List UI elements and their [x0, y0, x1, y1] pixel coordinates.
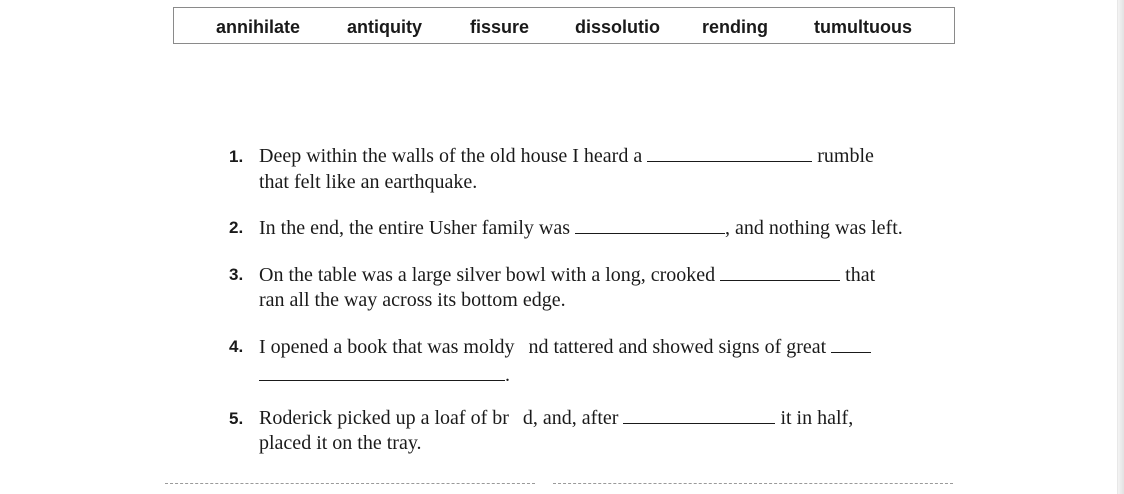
question-4-blank-part-1[interactable]	[831, 335, 871, 353]
page-edge-shadow	[1117, 0, 1124, 494]
question-1-number: 1.	[229, 147, 244, 166]
question-3-line-2: ran all the way across its bottom edge.	[259, 289, 566, 311]
word-bank-item-annihilate: annihilate	[216, 17, 301, 37]
question-1-text-after: rumble	[812, 145, 874, 167]
question-4-end-punctuation: .	[505, 364, 510, 386]
question-1-text-before: Deep within the walls of the old house I heard a	[259, 145, 648, 167]
word-bank-item-tumultuous: tumultuous	[814, 17, 912, 37]
question-5-text-part-2: d, and, after	[522, 407, 624, 429]
question-3-blank[interactable]	[720, 263, 840, 281]
question-2-text-after: , and nothing was left.	[725, 217, 903, 239]
question-3-line-1	[259, 262, 875, 288]
question-2-blank[interactable]	[575, 216, 725, 234]
question-4-line-1	[259, 334, 871, 360]
question-5-line-2: placed it on the tray.	[259, 432, 422, 454]
question-1-line-1	[259, 143, 874, 169]
word-bank-item-antiquity: antiquity	[347, 17, 422, 37]
question-4-line-2	[259, 362, 510, 388]
word-bank	[173, 7, 955, 44]
question-4-number: 4.	[229, 337, 244, 356]
question-4-text-part-1: I opened a book that was moldy	[259, 336, 515, 358]
question-4-blank-part-2[interactable]	[259, 363, 505, 381]
question-2-line-1	[259, 215, 903, 241]
word-bank-item-fissure: fissure	[470, 17, 530, 37]
question-5-blank[interactable]	[623, 406, 775, 424]
question-5-text-after: it in half,	[775, 407, 854, 429]
question-3-text-after: that	[840, 264, 876, 286]
question-5-text-part-1: Roderick picked up a loaf of br	[259, 407, 509, 429]
question-2-text-before: In the end, the entire Usher family was	[259, 217, 576, 239]
question-2-number: 2.	[229, 218, 244, 237]
dashed-rule-right	[553, 483, 953, 484]
question-3-number: 3.	[229, 265, 244, 284]
question-1-line-2: that felt like an earthquake.	[259, 171, 478, 193]
question-1-blank[interactable]	[647, 144, 812, 162]
word-bank-item-dissolutio: dissolutio	[575, 17, 660, 37]
question-3-text-before: On the table was a large silver bowl with a long, crooked	[259, 264, 721, 286]
question-5-number: 5.	[229, 409, 244, 428]
question-5-line-1	[259, 405, 853, 431]
dashed-rule-left	[165, 483, 535, 484]
word-bank-item-rending: rending	[702, 17, 768, 37]
question-4-text-part-2: nd tattered and showed signs of great	[528, 336, 832, 358]
